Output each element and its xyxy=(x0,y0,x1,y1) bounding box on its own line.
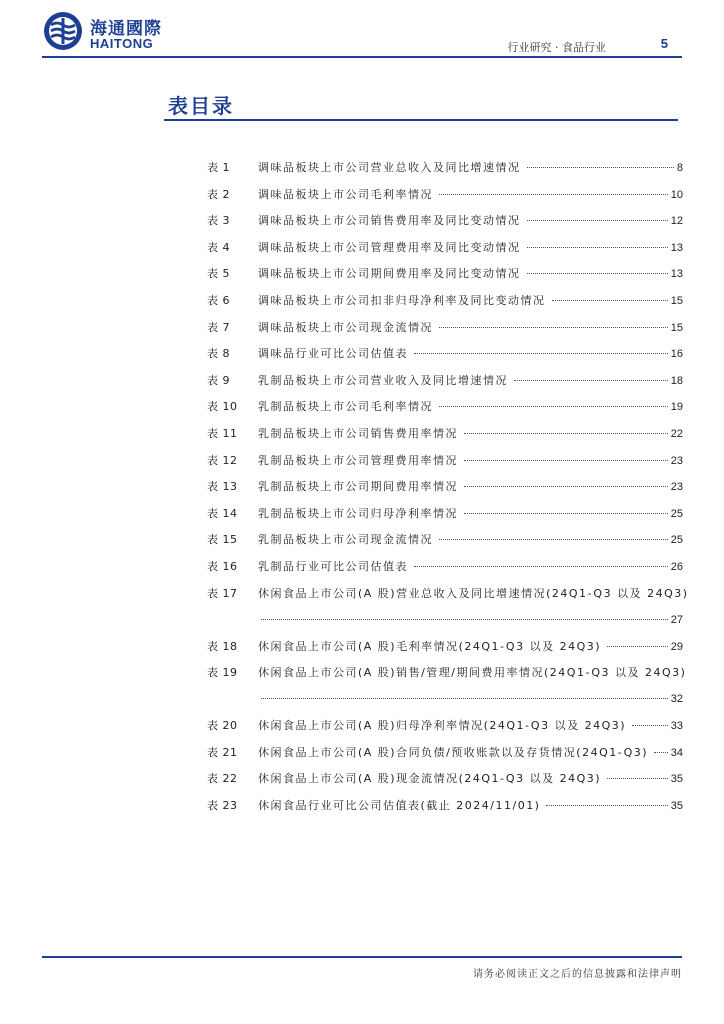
toc-entry-label: 调味品板块上市公司毛利率情况 xyxy=(258,184,436,206)
toc-entry[interactable] xyxy=(207,768,683,795)
toc-dot-leader xyxy=(607,646,668,647)
toc-entry-label: 乳制品板块上市公司管理费用率情况 xyxy=(258,450,461,472)
toc-dot-leader xyxy=(439,327,668,328)
toc-entry-page: 19 xyxy=(670,401,683,414)
toc-entry-label: 休闲食品上市公司(A 股)营业总收入及同比增速情况(24Q1-Q3 以及 24Q3) xyxy=(258,587,693,600)
toc-entry-number: 表 23 xyxy=(207,798,238,812)
toc-entry[interactable] xyxy=(207,715,683,742)
footer-disclaimer: 请务必阅读正文之后的信息披露和法律声明 xyxy=(473,969,682,980)
toc-entry[interactable] xyxy=(207,290,683,317)
toc-entry[interactable] xyxy=(207,636,683,663)
toc-entry[interactable] xyxy=(207,450,683,477)
toc-dot-leader xyxy=(439,194,668,195)
toc-entry-number: 表 19 xyxy=(207,666,238,680)
toc-entry-label: 乳制品板块上市公司销售费用率情况 xyxy=(258,423,461,445)
company-logo xyxy=(42,10,192,52)
toc-dot-leader xyxy=(654,752,668,753)
toc-entry-label: 调味品板块上市公司管理费用率及同比变动情况 xyxy=(258,237,524,259)
toc-entry-page: 22 xyxy=(670,427,683,440)
toc-entry-page: 27 xyxy=(670,613,683,626)
toc-entry-page: 15 xyxy=(670,294,683,307)
toc-entry-number: 表 15 xyxy=(207,533,238,547)
toc-entry-number: 表 14 xyxy=(207,506,238,520)
toc-entry[interactable] xyxy=(207,423,683,450)
toc-entry-label: 乳制品行业可比公司估值表 xyxy=(258,556,411,578)
toc-entry[interactable] xyxy=(207,795,683,822)
toc-entry-number: 表 8 xyxy=(207,347,230,361)
toc-entry-number: 表 1 xyxy=(207,161,230,174)
toc-entry-page: 10 xyxy=(670,188,683,201)
toc-entry-number: 表 11 xyxy=(207,426,238,440)
toc-dot-leader xyxy=(527,167,674,168)
toc-entry-label: 乳制品板块上市公司归母净利率情况 xyxy=(258,503,461,525)
toc-entry-label: 调味品板块上市公司销售费用率及同比变动情况 xyxy=(258,210,524,232)
toc-dot-leader xyxy=(552,300,668,301)
toc-entry[interactable] xyxy=(207,370,683,397)
toc-entry-label: 休闲食品上市公司(A 股)毛利率情况(24Q1-Q3 以及 24Q3) xyxy=(258,636,604,658)
toc-entry-number: 表 17 xyxy=(207,586,238,600)
toc-entry-number: 表 5 xyxy=(207,267,230,281)
toc-entry-number: 表 22 xyxy=(207,772,238,786)
toc-entry-label: 调味品板块上市公司期间费用率及同比变动情况 xyxy=(258,263,524,285)
toc-entry-page: 16 xyxy=(670,348,683,361)
toc-entry-number: 表 16 xyxy=(207,559,238,573)
toc-entry-label: 乳制品板块上市公司毛利率情况 xyxy=(258,396,436,418)
toc-entry-number: 表 6 xyxy=(207,293,230,307)
toc-dot-leader xyxy=(414,566,668,567)
toc-entry[interactable] xyxy=(207,662,687,715)
toc-entry-page: 26 xyxy=(670,560,683,573)
toc-dot-leader xyxy=(546,805,667,806)
toc-entry-label: 乳制品板块上市公司现金流情况 xyxy=(258,529,436,551)
toc-entry-page: 12 xyxy=(670,215,683,228)
toc-dot-leader xyxy=(527,273,668,274)
toc-dot-leader xyxy=(527,220,668,221)
toc-entry-page: 35 xyxy=(670,799,683,812)
toc-entry[interactable] xyxy=(207,237,683,264)
toc-entry-number: 表 2 xyxy=(207,187,230,201)
toc-entry-page: 15 xyxy=(670,321,683,334)
toc-entry-page: 35 xyxy=(670,773,683,786)
table-of-contents xyxy=(207,157,689,821)
toc-dot-leader xyxy=(464,433,668,434)
toc-entry-label: 休闲食品上市公司(A 股)归母净利率情况(24Q1-Q3 以及 24Q3) xyxy=(258,715,629,737)
toc-dot-leader xyxy=(439,539,668,540)
title-underline xyxy=(164,119,678,121)
toc-entry-label: 乳制品板块上市公司期间费用率情况 xyxy=(258,476,461,498)
toc-dot-leader xyxy=(464,486,668,487)
header-divider xyxy=(42,56,682,58)
toc-entry-number: 表 20 xyxy=(207,719,238,733)
toc-entry-number: 表 21 xyxy=(207,745,238,759)
toc-entry-label: 乳制品板块上市公司营业收入及同比增速情况 xyxy=(258,370,511,392)
toc-entry-number: 表 12 xyxy=(207,453,238,467)
page-number: 5 xyxy=(660,36,668,51)
toc-entry-number: 表 3 xyxy=(207,214,230,228)
report-category: 行业研究 · 食品行业 xyxy=(507,41,606,54)
toc-dot-leader xyxy=(514,380,668,381)
toc-dot-leader xyxy=(439,406,668,407)
toc-entry-page: 13 xyxy=(670,268,683,281)
toc-entry-page: 25 xyxy=(670,534,683,547)
toc-entry[interactable] xyxy=(207,503,683,530)
toc-entry[interactable] xyxy=(207,396,683,423)
toc-entry-label: 调味品板块上市公司现金流情况 xyxy=(258,317,436,339)
toc-dot-leader xyxy=(414,353,668,354)
toc-dot-leader xyxy=(607,778,668,779)
toc-entry-number: 表 10 xyxy=(207,400,238,414)
toc-entry-page: 29 xyxy=(670,640,683,653)
toc-entry[interactable] xyxy=(207,529,683,556)
toc-entry-label: 调味品板块上市公司营业总收入及同比增速情况 xyxy=(258,157,524,179)
toc-entry-label: 休闲食品上市公司(A 股)现金流情况(24Q1-Q3 以及 24Q3) xyxy=(258,768,604,790)
toc-entry-page: 25 xyxy=(670,507,683,520)
toc-entry-number: 表 18 xyxy=(207,639,238,653)
toc-entry-page: 32 xyxy=(670,693,683,706)
toc-entry-number: 表 7 xyxy=(207,320,230,334)
toc-entry-page: 23 xyxy=(670,454,683,467)
page-title: 表目录 xyxy=(168,94,234,118)
logo-chinese-name: 海通國際 xyxy=(90,19,162,39)
toc-entry-number: 表 4 xyxy=(207,240,230,254)
toc-entry-page: 23 xyxy=(670,481,683,494)
toc-entry-label: 调味品行业可比公司估值表 xyxy=(258,343,411,365)
logo-english-name: HAITONG xyxy=(90,36,154,51)
toc-entry-number: 表 9 xyxy=(207,373,230,387)
toc-entry-page: 34 xyxy=(670,746,683,759)
toc-entry[interactable] xyxy=(207,343,683,370)
toc-entry-page: 8 xyxy=(676,162,683,174)
toc-entry-label: 休闲食品行业可比公司估值表(截止 2024/11/01) xyxy=(258,795,543,817)
toc-entry[interactable] xyxy=(207,556,683,583)
toc-dot-leader xyxy=(261,698,668,699)
toc-entry-number: 表 13 xyxy=(207,480,238,494)
toc-entry[interactable] xyxy=(207,210,683,237)
toc-entry[interactable] xyxy=(207,184,683,211)
toc-entry-page: 33 xyxy=(670,720,683,733)
toc-entry[interactable] xyxy=(207,742,683,769)
toc-dot-leader xyxy=(632,725,668,726)
toc-dot-leader xyxy=(527,247,668,248)
toc-entry[interactable] xyxy=(207,317,683,344)
toc-entry[interactable] xyxy=(207,263,683,290)
toc-entry[interactable] xyxy=(207,583,689,636)
toc-entry-label: 休闲食品上市公司(A 股)销售/管理/期间费用率情况(24Q1-Q3 以及 24Q3) xyxy=(258,666,690,679)
toc-entry-page: 18 xyxy=(670,374,683,387)
haitong-logo-icon xyxy=(42,10,84,52)
footer-divider xyxy=(42,956,682,958)
toc-dot-leader xyxy=(261,619,668,620)
toc-entry[interactable] xyxy=(207,476,683,503)
toc-dot-leader xyxy=(464,460,668,461)
toc-dot-leader xyxy=(464,513,668,514)
toc-entry[interactable] xyxy=(207,157,683,184)
toc-entry-label: 调味品板块上市公司扣非归母净利率及同比变动情况 xyxy=(258,290,549,312)
toc-entry-page: 13 xyxy=(670,241,683,254)
toc-entry-label: 休闲食品上市公司(A 股)合同负债/预收账款以及存货情况(24Q1-Q3) xyxy=(258,742,651,764)
